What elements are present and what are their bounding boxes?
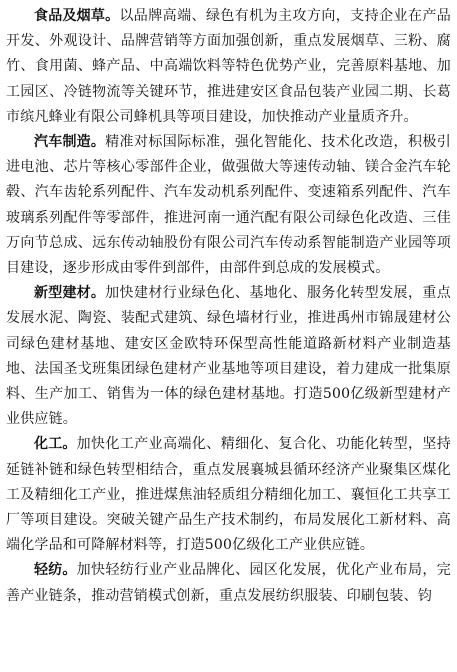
paragraph-building-materials — [6, 281, 451, 432]
paragraph-food-tobacco — [6, 4, 451, 130]
paragraph-heading: 汽车制造。 — [34, 134, 106, 151]
paragraph-heading: 轻纺。 — [34, 562, 77, 579]
paragraph-body: 加快化工产业高端化、精细化、复合化、功能化转型，坚持延链补链和绿色转型相结合，重点发展襄城县循环经济产业聚集区煤化工及精细化工产业，推进煤焦油轻质组分精细化加工、襄恒化工共享工厂等项目建设。突破关键产品生产技术制约，布局发展化工新材料、高端化学品和可降解材料等，打造500亿级化工产业供应链。 — [6, 436, 451, 554]
paragraph-heading: 化工。 — [34, 436, 77, 453]
paragraph-heading: 食品及烟草。 — [34, 8, 120, 24]
paragraph-body: 以品牌高端、绿色有机为主攻方向，支持企业在产品开发、外观设计、品牌营销等方面加强创新，重点发展烟草、三粉、腐竹、食用菌、蜂产品、中高端饮料等特色优势产业，完善原料基地、加工园区、冷链物流等关键环节，推进建安区食品包装产业园二期、长葛市缤凡蜂业有限公司蜂机具等项目建设，加快推动产业量质齐升。 — [6, 8, 451, 125]
paragraph-body: 加快轻纺行业产业品牌化、园区化发展，优化产业布局，完善产业链条，推动营销模式创新，重点发展纺织服装、印刷包装、钧 — [6, 562, 451, 604]
document-page — [6, 4, 451, 609]
paragraph-textile — [6, 558, 451, 608]
paragraph-heading: 新型建材。 — [34, 285, 106, 302]
paragraph-automobile — [6, 130, 451, 281]
paragraph-body: 精准对标国际标准，强化智能化、技术化改造，积极引进电池、芯片等核心零部件企业，做强做大等速传动轴、镁合金汽车轮毂、汽车齿轮系列配件、汽车发动机系列配件、变速箱系列配件、汽车玻璃系列配件等零部件，推进河南一通汽配有限公司绿色化改造、三佳万向节总成、远东传动轴股份有限公司汽车传动系智能制造产业园等项目建设，逐步形成由零件到部件，由部件到总成的发展模式。 — [6, 134, 451, 277]
paragraph-body: 加快建材行业绿色化、基地化、服务化转型发展，重点发展水泥、陶瓷、装配式建筑、绿色墙材行业，推进禹州市锦晟建材公司绿色建材基地、建安区金欧特环保型高性能道路新材料产业制造基地、法国圣戈班集团绿色建材产业基地等项目建设，着力建成一批集原料、生产加工、销售为一体的绿色建材基地。打造500亿级新型建材产业供应链。 — [6, 285, 451, 428]
paragraph-chemical — [6, 432, 451, 558]
